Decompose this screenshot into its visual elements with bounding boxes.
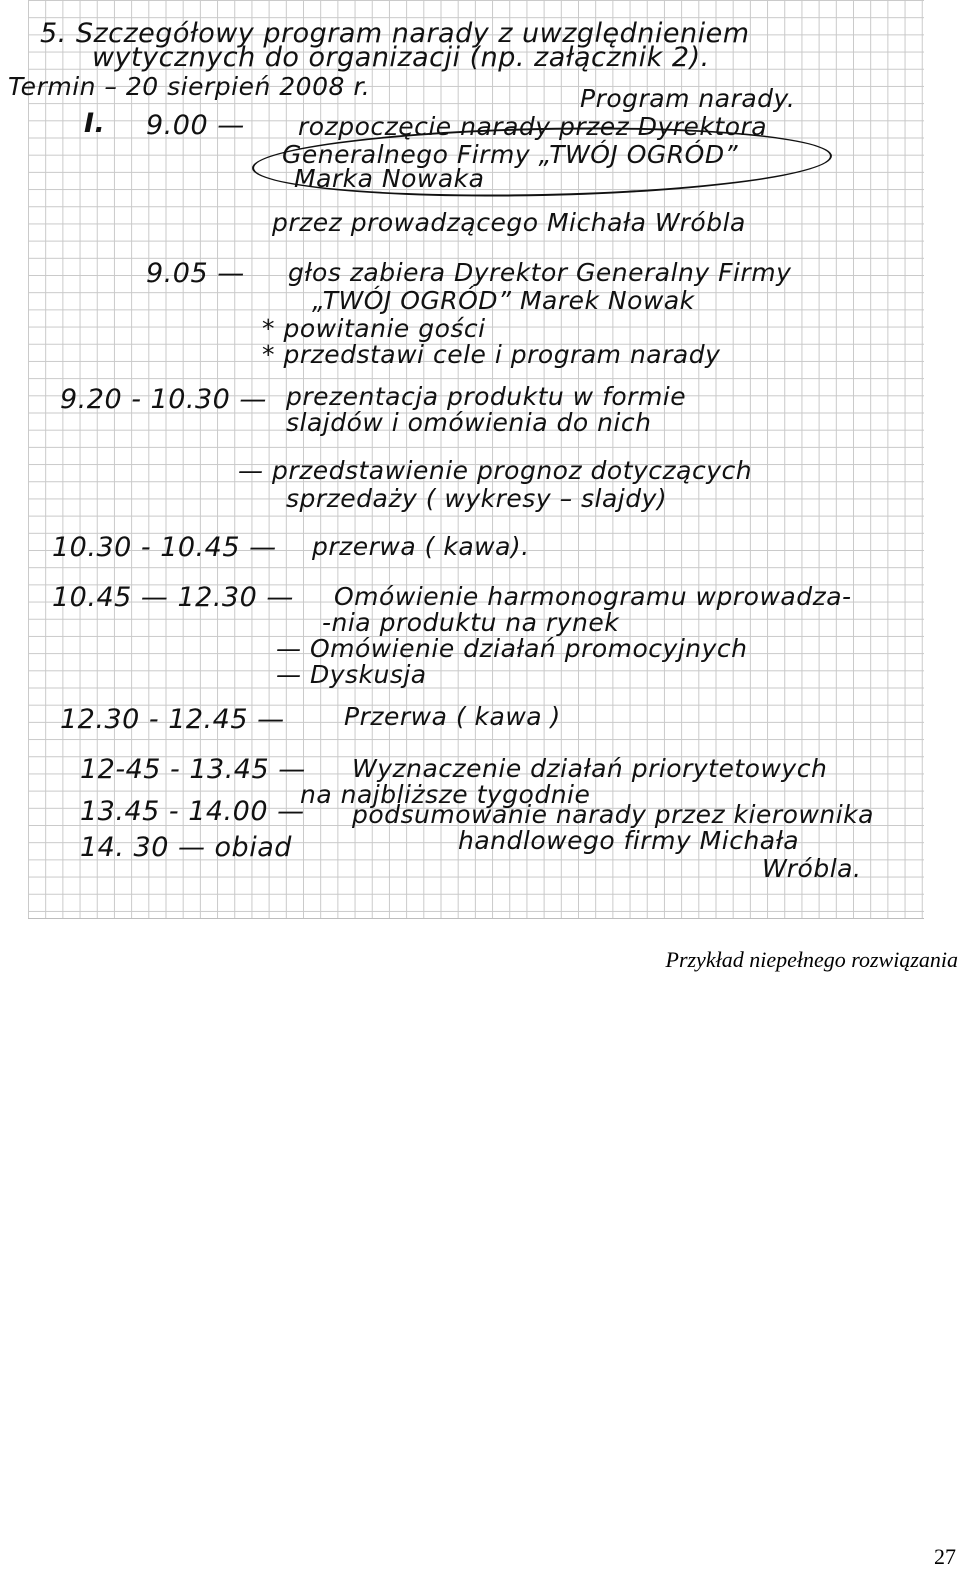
note-time-0920: 9.20 - 10.30 —: [60, 384, 267, 415]
note-text: * przedstawi cele i program narady: [262, 340, 721, 369]
note-text: — Dyskusja: [276, 660, 427, 689]
note-text: -nia produktu na rynek: [322, 608, 620, 637]
note-time-1045: 10.45 — 12.30 —: [52, 582, 294, 613]
note-text: slajdów i omówienia do nich: [286, 408, 652, 437]
note-deadline: Termin – 20 sierpień 2008 r.: [8, 72, 371, 101]
note-text: głos zabiera Dyrektor Generalny Firmy: [288, 258, 792, 287]
note-text: podsumowanie narady przez kierownika: [352, 800, 874, 829]
note-text: Omówienie harmonogramu wprowadza-: [334, 582, 852, 611]
note-heading-line-1: 5. Szczegółowy program narady z uwzględnieniem: [40, 18, 750, 49]
note-text: rozpoczęcie narady przez Dyrektora: [298, 112, 768, 141]
note-text: przez prowadzącego Michała Wróbla: [272, 208, 746, 237]
note-text: prezentacja produktu w formie: [286, 382, 687, 411]
note-text: sprzedaży ( wykresy – slajdy): [286, 484, 668, 513]
note-text: Marka Nowaka: [294, 164, 485, 193]
note-section-numeral: I.: [84, 108, 106, 139]
note-text: Generalnego Firmy „TWÓJ OGRÓD”: [282, 140, 739, 169]
note-time-1030: 10.30 - 10.45 —: [52, 532, 277, 563]
note-text: * powitanie gości: [262, 314, 486, 343]
note-text: Wyznaczenie działań priorytetowych: [352, 754, 828, 783]
note-text: — przedstawienie prognoz dotyczących: [238, 456, 753, 485]
note-time-1245: 12-45 - 13.45 —: [80, 754, 306, 785]
note-text: na najbliższe tygodnie: [300, 780, 591, 809]
note-text: Wróbla.: [762, 854, 862, 883]
figure-caption: Przykład niepełnego rozwiązania: [665, 947, 958, 972]
note-text: „TWÓJ OGRÓD” Marek Nowak: [312, 286, 695, 315]
note-text: Przerwa ( kawa ): [344, 702, 561, 731]
note-time-1345: 13.45 - 14.00 —: [80, 796, 305, 827]
note-text: handlowego firmy Michała: [458, 826, 800, 855]
note-time-1230: 12.30 - 12.45 —: [60, 704, 285, 735]
note-time-0900: 9.00 —: [146, 110, 245, 141]
note-heading-line-2: wytycznych do organizacji (np. załącznik 2).: [92, 42, 710, 73]
note-text: — Omówienie działań promocyjnych: [276, 634, 748, 663]
note-text: przerwa ( kawa).: [312, 532, 530, 561]
note-time-1430: 14. 30 — obiad: [80, 832, 292, 863]
page-number: 27: [934, 1544, 956, 1569]
note-time-0905: 9.05 —: [146, 258, 245, 289]
note-program-title: Program narady.: [580, 84, 796, 113]
